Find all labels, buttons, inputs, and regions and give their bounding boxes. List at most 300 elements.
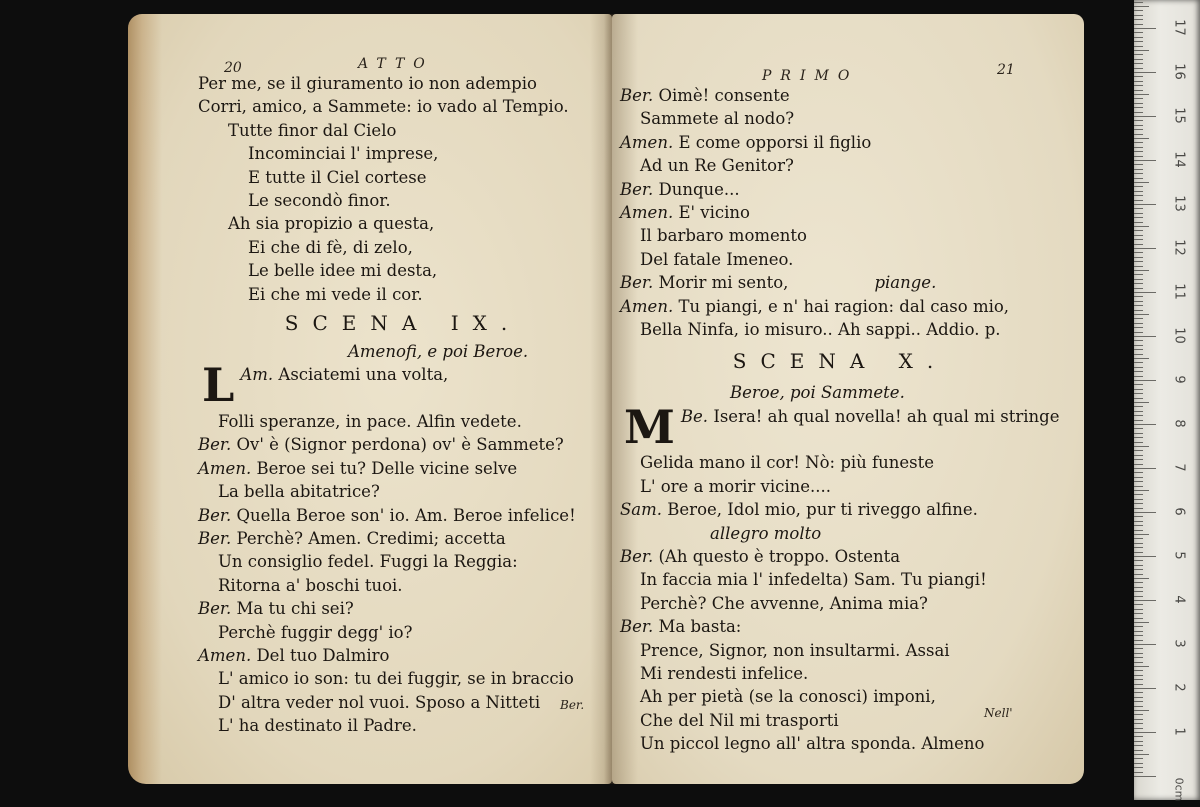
dialogue-line: [620, 84, 1060, 107]
ruler-tick: [1134, 424, 1156, 425]
dialogue-line: [620, 318, 1060, 341]
ruler-tick: [1134, 32, 1143, 33]
dialogue-text: L' ore a morir vicine....: [640, 476, 832, 496]
ruler-tick: [1134, 640, 1143, 641]
ruler-tick: [1134, 428, 1143, 429]
ruler-label: 17: [1171, 19, 1187, 36]
dialogue-text: La bella abitatrice?: [218, 482, 380, 502]
ruler-tick: [1134, 129, 1143, 130]
dialogue-text: Sammete al nodo?: [640, 109, 795, 129]
dialogue-text: Prence, Signor, non insultarmi. Assai: [640, 640, 950, 660]
ruler-tick: [1134, 609, 1143, 610]
ruler-tick: [1134, 455, 1143, 456]
ruler-tick: [1134, 358, 1149, 359]
ruler-tick: [1134, 235, 1143, 236]
dialogue-line: [198, 410, 608, 433]
ruler-tick: [1134, 468, 1156, 469]
ruler-tick: [1134, 213, 1143, 214]
ruler-tick: [1134, 37, 1143, 38]
ruler-tick: [1134, 305, 1143, 306]
ruler-tick: [1134, 248, 1156, 249]
dialogue-text: Che del Nil mi trasporti: [640, 710, 839, 730]
ruler-tick: [1134, 279, 1143, 280]
dialogue-line: [198, 358, 608, 413]
ruler-tick: [1134, 675, 1143, 676]
ruler-tick: [1134, 156, 1143, 157]
ruler-tick: [1134, 178, 1143, 179]
ruler-tick: [1134, 481, 1143, 482]
dialogue-line: [620, 568, 1060, 591]
ruler-tick: [1134, 750, 1143, 751]
ruler-tick: [1134, 173, 1143, 174]
dialogue-line: [198, 574, 608, 597]
ruler-tick: [1134, 398, 1143, 399]
dialogue-text: Perchè? Amen. Credimi; accetta: [236, 529, 506, 549]
ruler-tick: [1134, 345, 1143, 346]
scene-title: SCENA X.: [732, 349, 948, 374]
ruler-tick: [1134, 186, 1143, 187]
ruler-tick: [1134, 318, 1143, 319]
ruler-tick: [1134, 534, 1149, 535]
dialogue-text: In faccia mia l' infedelta) Sam. Tu piangi!: [640, 570, 987, 590]
ruler-tick: [1134, 125, 1143, 126]
speaker-name: Ber.: [198, 529, 232, 549]
ruler-tick: [1134, 679, 1143, 680]
ruler-tick: [1134, 587, 1143, 588]
ruler-tick: [1134, 560, 1143, 561]
speaker-name: Amen.: [620, 132, 674, 152]
ruler-label: 2: [1171, 683, 1187, 692]
ruler-tick: [1134, 591, 1143, 592]
ruler-tick: [1134, 349, 1143, 350]
ruler-tick: [1134, 754, 1149, 755]
ruler-label: 15: [1171, 107, 1187, 124]
scene-cast: Amenofi, e poi Beroe.: [348, 341, 529, 361]
ruler-tick: [1134, 120, 1143, 121]
dialogue-text: L' ha destinato il Padre.: [218, 716, 417, 736]
dialogue-text: E come opporsi il figlio: [678, 132, 872, 152]
ruler-tick: [1134, 6, 1149, 7]
dialogue-text: Del fatale Imeneo.: [640, 249, 794, 269]
ruler-tick: [1134, 446, 1149, 447]
ruler-tick: [1134, 371, 1143, 372]
ruler-tick: [1134, 552, 1143, 553]
ruler-tick: [1134, 169, 1143, 170]
dialogue-line: [620, 615, 1060, 638]
dialogue-line: [198, 644, 608, 667]
catchword: Nell': [984, 706, 1013, 720]
ruler-tick: [1134, 10, 1143, 11]
ruler-tick: [1134, 503, 1143, 504]
ruler-tick: [1134, 226, 1149, 227]
ruler-tick: [1134, 442, 1143, 443]
dialogue-text: Ah per pietà (se la conosci) imponi,: [640, 687, 936, 707]
ruler-tick: [1134, 222, 1143, 223]
dialogue-line: [620, 545, 1060, 568]
ruler-tick: [1134, 103, 1143, 104]
dialogue-line: [620, 107, 1060, 130]
ruler-label: 7: [1171, 463, 1187, 472]
right-page-text: [620, 84, 1060, 756]
ruler-tick: [1134, 433, 1143, 434]
ruler-tick: [1134, 41, 1143, 42]
dialogue-line: [198, 433, 608, 456]
ruler-label: 6: [1171, 507, 1187, 516]
ruler-tick: [1134, 706, 1143, 707]
ruler-tick: [1134, 336, 1156, 337]
ruler-tick: [1134, 195, 1143, 196]
ruler-tick: [1134, 147, 1143, 148]
ruler-tick: [1134, 266, 1143, 267]
ruler-tick: [1134, 217, 1143, 218]
ruler-tick: [1134, 406, 1143, 407]
dialogue-line: [198, 550, 608, 573]
ruler-tick: [1134, 393, 1143, 394]
dialogue-line: [620, 131, 1060, 154]
dialogue-line: [620, 475, 1060, 498]
verse-line: E tutte il Ciel cortese: [248, 167, 427, 187]
dialogue-line: [620, 271, 1060, 294]
ruler-tick: [1134, 15, 1143, 16]
speaker-name: Ber.: [198, 435, 232, 455]
dialogue-line: [620, 592, 1060, 615]
dialogue-line: [620, 201, 1060, 224]
ruler-tick: [1134, 772, 1143, 773]
ruler-tick: [1134, 160, 1156, 161]
ruler-tick: [1134, 736, 1143, 737]
ruler-tick: [1134, 538, 1143, 539]
ruler-label: 16: [1171, 63, 1187, 80]
verse-line: Corri, amico, a Sammete: io vado al Tempio.: [198, 97, 569, 117]
ruler-tick: [1134, 622, 1149, 623]
ruler-tick: [1134, 670, 1143, 671]
dialogue-text: Il barbaro momento: [640, 226, 807, 246]
dialogue-line: [620, 248, 1060, 271]
ruler-label: 0cm: [1172, 777, 1186, 802]
ruler-tick: [1134, 323, 1143, 324]
ruler-tick: [1134, 459, 1143, 460]
ruler-tick: [1134, 134, 1143, 135]
ruler-tick: [1134, 63, 1143, 64]
ruler-tick: [1134, 574, 1143, 575]
ruler-tick: [1134, 257, 1143, 258]
ruler-tick: [1134, 362, 1143, 363]
dialogue-text: Morir mi sento,: [658, 273, 789, 293]
speaker-name: Amen.: [198, 646, 252, 665]
dialogue-line: [620, 451, 1060, 474]
dialogue-line: [198, 691, 608, 714]
speaker-name: Be.: [680, 406, 709, 426]
dialogue-line: [620, 639, 1060, 662]
ruler-tick: [1134, 525, 1143, 526]
ruler-tick: [1134, 81, 1143, 82]
ruler-tick: [1134, 182, 1149, 183]
ruler-tick: [1134, 301, 1143, 302]
drop-cap: L: [202, 358, 235, 413]
ruler-label: 9: [1171, 375, 1187, 384]
ruler-tick: [1134, 450, 1143, 451]
ruler-tick: [1134, 763, 1143, 764]
ruler-tick: [1134, 90, 1143, 91]
dialogue-text: Ad un Re Genitor?: [640, 156, 794, 176]
ruler-tick: [1134, 24, 1143, 25]
ruler-tick: [1134, 230, 1143, 231]
ruler-tick: [1134, 164, 1143, 165]
ruler-tick: [1134, 376, 1143, 377]
catchword: Ber.: [560, 698, 585, 712]
ruler-tick: [1134, 600, 1156, 601]
ruler-tick: [1134, 380, 1156, 381]
ruler-tick: [1134, 244, 1143, 245]
ruler-tick: [1134, 530, 1143, 531]
ruler-tick: [1134, 332, 1143, 333]
ruler-tick: [1134, 741, 1143, 742]
ruler-tick: [1134, 719, 1143, 720]
ruler-tick: [1134, 723, 1143, 724]
dialogue-text: Tu piangi, e n' hai ragion: dal caso mio,: [678, 296, 1010, 316]
ruler-tick: [1134, 2, 1143, 3]
verse-line: Ah sia propizio a questa,: [228, 214, 435, 234]
ruler-tick: [1134, 644, 1156, 645]
page-number: 21: [997, 62, 1015, 78]
ruler-tick: [1134, 701, 1143, 702]
speaker-name: Amen.: [620, 296, 674, 316]
ruler-tick: [1134, 274, 1143, 275]
ruler-tick: [1134, 604, 1143, 605]
ruler-tick: [1134, 94, 1149, 95]
ruler-tick: [1134, 464, 1143, 465]
dialogue-line: [198, 714, 608, 737]
ruler-label: 1: [1171, 727, 1187, 736]
ruler-tick: [1134, 367, 1143, 368]
verse-line: Le secondò finor.: [248, 190, 391, 210]
dialogue-text: D' altra veder nol vuoi. Sposo a Nitteti: [218, 692, 541, 712]
ruler-tick: [1134, 50, 1149, 51]
ruler-tick: [1134, 745, 1143, 746]
ruler-tick: [1134, 283, 1143, 284]
dialogue-text: Beroe, Idol mio, pur ti riveggo alfine.: [667, 500, 978, 520]
dialogue-text: Un consiglio fedel. Fuggi la Reggia:: [218, 552, 518, 572]
ruler-tick: [1134, 477, 1143, 478]
ruler-tick: [1134, 85, 1143, 86]
dialogue-text: Ritorna a' boschi tuoi.: [218, 575, 403, 595]
ruler-tick: [1134, 631, 1143, 632]
dialogue-text: Asciatemi una volta,: [278, 365, 449, 385]
dialogue-text: (Ah questo è troppo. Ostenta: [658, 547, 901, 567]
dialogue-text: Ma tu chi sei?: [236, 599, 354, 619]
ruler-label: 11: [1171, 283, 1187, 300]
ruler-tick: [1134, 516, 1143, 517]
ruler-tick: [1134, 767, 1143, 768]
ruler-tick: [1134, 512, 1156, 513]
ruler-tick: [1134, 596, 1143, 597]
verse-line: Ei che di fè, di zelo,: [248, 237, 413, 257]
dialogue-line: [620, 224, 1060, 247]
scene-cast: Beroe, poi Sammete.: [730, 383, 905, 403]
dialogue-line: [620, 154, 1060, 177]
ruler-tick: [1134, 472, 1143, 473]
dialogue-text: Mi rendesti infelice.: [640, 664, 809, 683]
ruler-tick: [1134, 411, 1143, 412]
ruler-tick: [1134, 208, 1143, 209]
ruler-tick: [1134, 314, 1149, 315]
ruler-tick: [1134, 728, 1143, 729]
ruler-label: 4: [1171, 595, 1187, 604]
dialogue-line: [198, 527, 608, 550]
ruler-tick: [1134, 402, 1149, 403]
ruler-tick: [1134, 19, 1143, 20]
ruler-tick: [1134, 613, 1143, 614]
drop-cap: M: [624, 399, 675, 454]
ruler-label: 12: [1171, 239, 1187, 256]
ruler-label: 8: [1171, 419, 1187, 428]
dialogue-text: Folli speranze, in pace. Alfin vedete.: [218, 412, 522, 432]
ruler-tick: [1134, 714, 1143, 715]
ruler-tick: [1134, 494, 1143, 495]
ruler-tick: [1134, 288, 1143, 289]
right-page: [612, 14, 1084, 784]
dialogue-line: [620, 295, 1060, 318]
running-head: ATTO: [358, 56, 434, 72]
ruler-tick: [1134, 547, 1143, 548]
dialogue-text: Isera! ah qual novella! ah qual mi stringe: [713, 406, 1060, 426]
ruler-tick: [1134, 54, 1143, 55]
dialogue-text: Oimè! consente: [658, 86, 790, 105]
ruler-tick: [1134, 556, 1156, 557]
measuring-ruler: [1134, 0, 1200, 800]
dialogue-line: [198, 457, 608, 480]
ruler-tick: [1134, 688, 1156, 689]
speaker-name: Ber.: [620, 273, 654, 293]
ruler-label: 13: [1171, 195, 1187, 212]
dialogue-text: Del tuo Dalmiro: [256, 646, 390, 665]
ruler-tick: [1134, 384, 1143, 385]
ruler-tick: [1134, 270, 1149, 271]
dialogue-line: [620, 178, 1060, 201]
ruler-tick: [1134, 415, 1143, 416]
verse-line: Ei che mi vede il cor.: [248, 284, 423, 304]
ruler-tick: [1134, 28, 1156, 29]
ruler-tick: [1134, 340, 1143, 341]
ruler-tick: [1134, 521, 1143, 522]
dialogue-line: [620, 522, 1060, 545]
dialogue-text: Gelida mano il cor! Nò: più funeste: [640, 453, 935, 473]
dialogue-text: Ov' è (Signor perdona) ov' è Sammete?: [236, 435, 564, 455]
ruler-tick: [1134, 692, 1143, 693]
dialogue-line: [198, 597, 608, 620]
dialogue-line: [198, 667, 608, 690]
dialogue-text: L' amico io son: tu dei fuggir, se in braccio: [218, 669, 574, 689]
ruler-tick: [1134, 98, 1143, 99]
ruler-tick: [1134, 582, 1143, 583]
ruler-tick: [1134, 776, 1156, 777]
ruler-tick: [1134, 732, 1156, 733]
ruler-tick: [1134, 648, 1143, 649]
speaker-name: Amen.: [198, 458, 252, 478]
ruler-tick: [1134, 292, 1156, 293]
verse-line: Per me, se il giuramento io non adempio: [198, 74, 537, 93]
ruler-tick: [1134, 662, 1143, 663]
ruler-tick: [1134, 107, 1143, 108]
ruler-tick: [1134, 499, 1143, 500]
ruler-tick: [1134, 200, 1143, 201]
verse-line: Le belle idee mi desta,: [248, 261, 438, 281]
speaker-name: Ber.: [620, 617, 654, 637]
dialogue-line: [198, 621, 608, 644]
ruler-tick: [1134, 59, 1143, 60]
ruler-tick: [1134, 72, 1156, 73]
ruler-tick: [1134, 354, 1143, 355]
ruler-label: 3: [1171, 639, 1187, 648]
ruler-tick: [1134, 486, 1143, 487]
ruler-tick: [1134, 565, 1143, 566]
ruler-tick: [1134, 437, 1143, 438]
ruler-label: 14: [1171, 151, 1187, 168]
speaker-name: Ber.: [620, 179, 654, 199]
ruler-tick: [1134, 252, 1143, 253]
ruler-tick: [1134, 684, 1143, 685]
open-book: [128, 14, 1092, 784]
running-head: PRIMO: [762, 68, 859, 84]
ruler-tick: [1134, 626, 1143, 627]
ruler-label: 5: [1171, 551, 1187, 560]
ruler-tick: [1134, 46, 1143, 47]
dialogue-text: Dunque...: [658, 179, 740, 199]
dialogue-line: [198, 504, 608, 527]
ruler-tick: [1134, 151, 1143, 152]
left-page: [128, 14, 612, 784]
ruler-tick: [1134, 543, 1143, 544]
verse-line: Tutte finor dal Cielo: [228, 120, 397, 140]
ruler-tick: [1134, 653, 1143, 654]
ruler-tick: [1134, 490, 1149, 491]
ruler-tick: [1134, 420, 1143, 421]
dialogue-text: Perchè? Che avvenne, Anima mia?: [640, 593, 928, 613]
ruler-tick: [1134, 239, 1143, 240]
ruler-tick: [1134, 191, 1143, 192]
ruler-tick: [1134, 666, 1149, 667]
ruler-tick: [1134, 261, 1143, 262]
speaker-name: Ber.: [198, 599, 232, 619]
stage-direction: piange.: [874, 273, 937, 293]
ruler-tick: [1134, 327, 1143, 328]
dialogue-text: Quella Beroe son' io. Am. Beroe infelice!: [236, 505, 576, 525]
ruler-tick: [1134, 697, 1143, 698]
dialogue-line: [620, 732, 1060, 755]
ruler-tick: [1134, 758, 1143, 759]
ruler-tick: [1134, 657, 1143, 658]
verse-line: Incominciai l' imprese,: [248, 144, 439, 164]
ruler-tick: [1134, 618, 1143, 619]
ruler-tick: [1134, 112, 1143, 113]
dialogue-line: [620, 662, 1060, 685]
ruler-tick: [1134, 508, 1143, 509]
ruler-tick: [1134, 389, 1143, 390]
ruler-tick: [1134, 310, 1143, 311]
ruler-tick: [1134, 204, 1156, 205]
dialogue-line: [198, 480, 608, 503]
ruler-tick: [1134, 116, 1156, 117]
speaker-name: Amen.: [620, 202, 674, 222]
speaker-name: Sam.: [620, 500, 663, 520]
dialogue-text: Un piccol legno all' altra sponda. Almeno: [640, 734, 985, 754]
dialogue-text: Bella Ninfa, io misuro.. Ah sappi.. Addio. p.: [640, 319, 1001, 339]
dialogue-text: allegro molto: [710, 523, 822, 543]
speaker-name: Ber.: [620, 86, 654, 105]
speaker-name: Ber.: [198, 505, 232, 525]
ruler-label: 10: [1171, 327, 1187, 344]
dialogue-text: E' vicino: [678, 202, 750, 222]
